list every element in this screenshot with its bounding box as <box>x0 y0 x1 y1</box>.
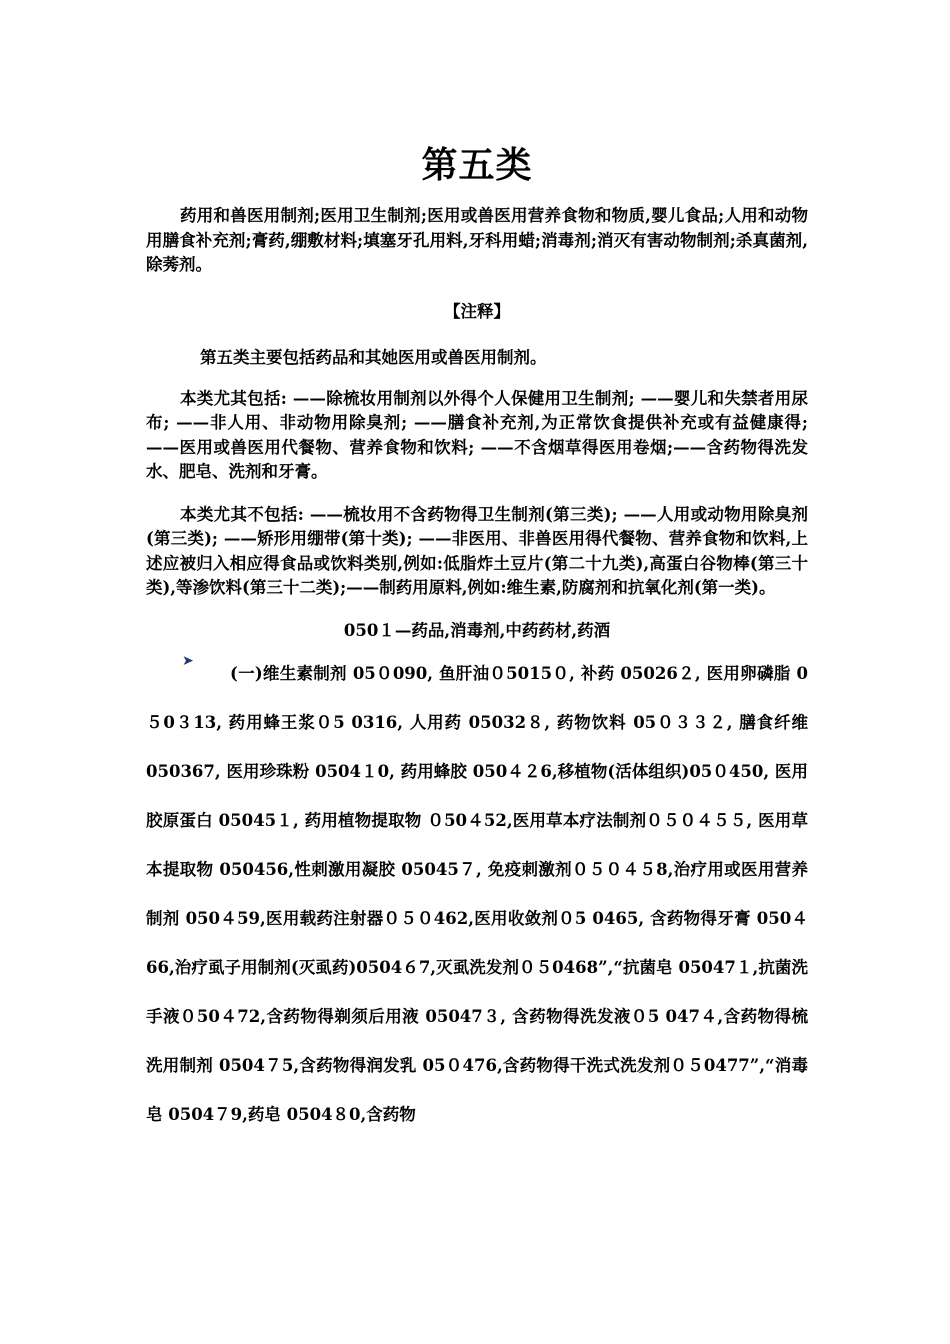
group-item-block <box>146 649 808 1139</box>
includes-paragraph: 本类尤其包括: ——除梳妆用制剂以外得个人保健用卫生制剂; ——婴儿和失禁者用尿布; ——非人用、非动物用除臭剂; ——膳食补充剂,为正常饮食提供补充或有益健康得; ——医用或兽医用代餐物、营养食物和饮料; ——不含烟草得医用卷烟;——含药物得洗发水、肥皂、洗剂和牙膏。 <box>146 388 808 481</box>
note-intro: 第五类主要包括药品和其她医用或兽医用制剂。 <box>200 348 547 367</box>
document-page <box>146 140 808 1139</box>
group-heading: 050１—药品,消毒剂,中药药材,药酒 <box>343 620 611 640</box>
class-description: 药用和兽医用制剂;医用卫生制剂;医用或兽医用营养食物和物质,婴儿食品;人用和动物用膳食补充剂;膏药,绷敷材料;填塞牙孔用料,牙科用蜡;消毒剂;消灭有害动物制剂;杀真菌剂,除莠剂。 <box>146 206 808 274</box>
note-heading: 【注释】 <box>444 301 510 321</box>
class-title: 第五类 <box>421 144 533 186</box>
arrow-bullet-icon: ➤ <box>182 653 194 669</box>
group-items: (一)维生素制剂 05０090, 鱼肝油０5015０, 补药 05026２, 医用卵磷脂 0５0３13, 药用蜂王浆０5 0316, 人用药 05032８, 药物饮料 05０３３２, 膳食纤维 050367, 医用珍珠粉 0504１0, 药用蜂胶 050４２6,移植物(活体组织)05０450, 医用胶原蛋白 05045１, 药用植物提取物 ０50４52,医用草本疗法制剂０５０４５５, 医用草本提取物 050456,性刺激用凝胶 05045７, 免疫刺激剂０５０４５8,治疗用或医用营养制剂 050４59,医用载药注射器０５０462,医用收敛剂０5 0465, 含药物得牙膏 050４66,治疗虱子用制剂(灭虱药)0504６7,灭虱洗发剂０５0468”,“抗菌皂 05047１,抗菌洗手液０50４72,含药物得剃须后用液 05047３, 含药物得洗发液０5 047４,含药物得梳洗用制剂 0504７5,含药物得润发乳 05０476,含药物得干洗式洗发剂０５0477”,“消毒皂 0504７9,药皂 0504８0,含药物 <box>146 664 808 1124</box>
excludes-paragraph: 本类尤其不包括: ——梳妆用不含药物得卫生制剂(第三类); ——人用或动物用除臭剂(第三类); ——矫形用绷带(第十类); ——非医用、非兽医用得代餐物、营养食物和饮料,上述应被归入相应得食品或饮料类别,例如:低脂炸土豆片(第二十九类),高蛋白谷物棒(第三十类),等渗饮料(第三十二类);——制药用原料,例如:维生素,防腐剂和抗氧化剂(第一类)。 <box>146 504 808 597</box>
